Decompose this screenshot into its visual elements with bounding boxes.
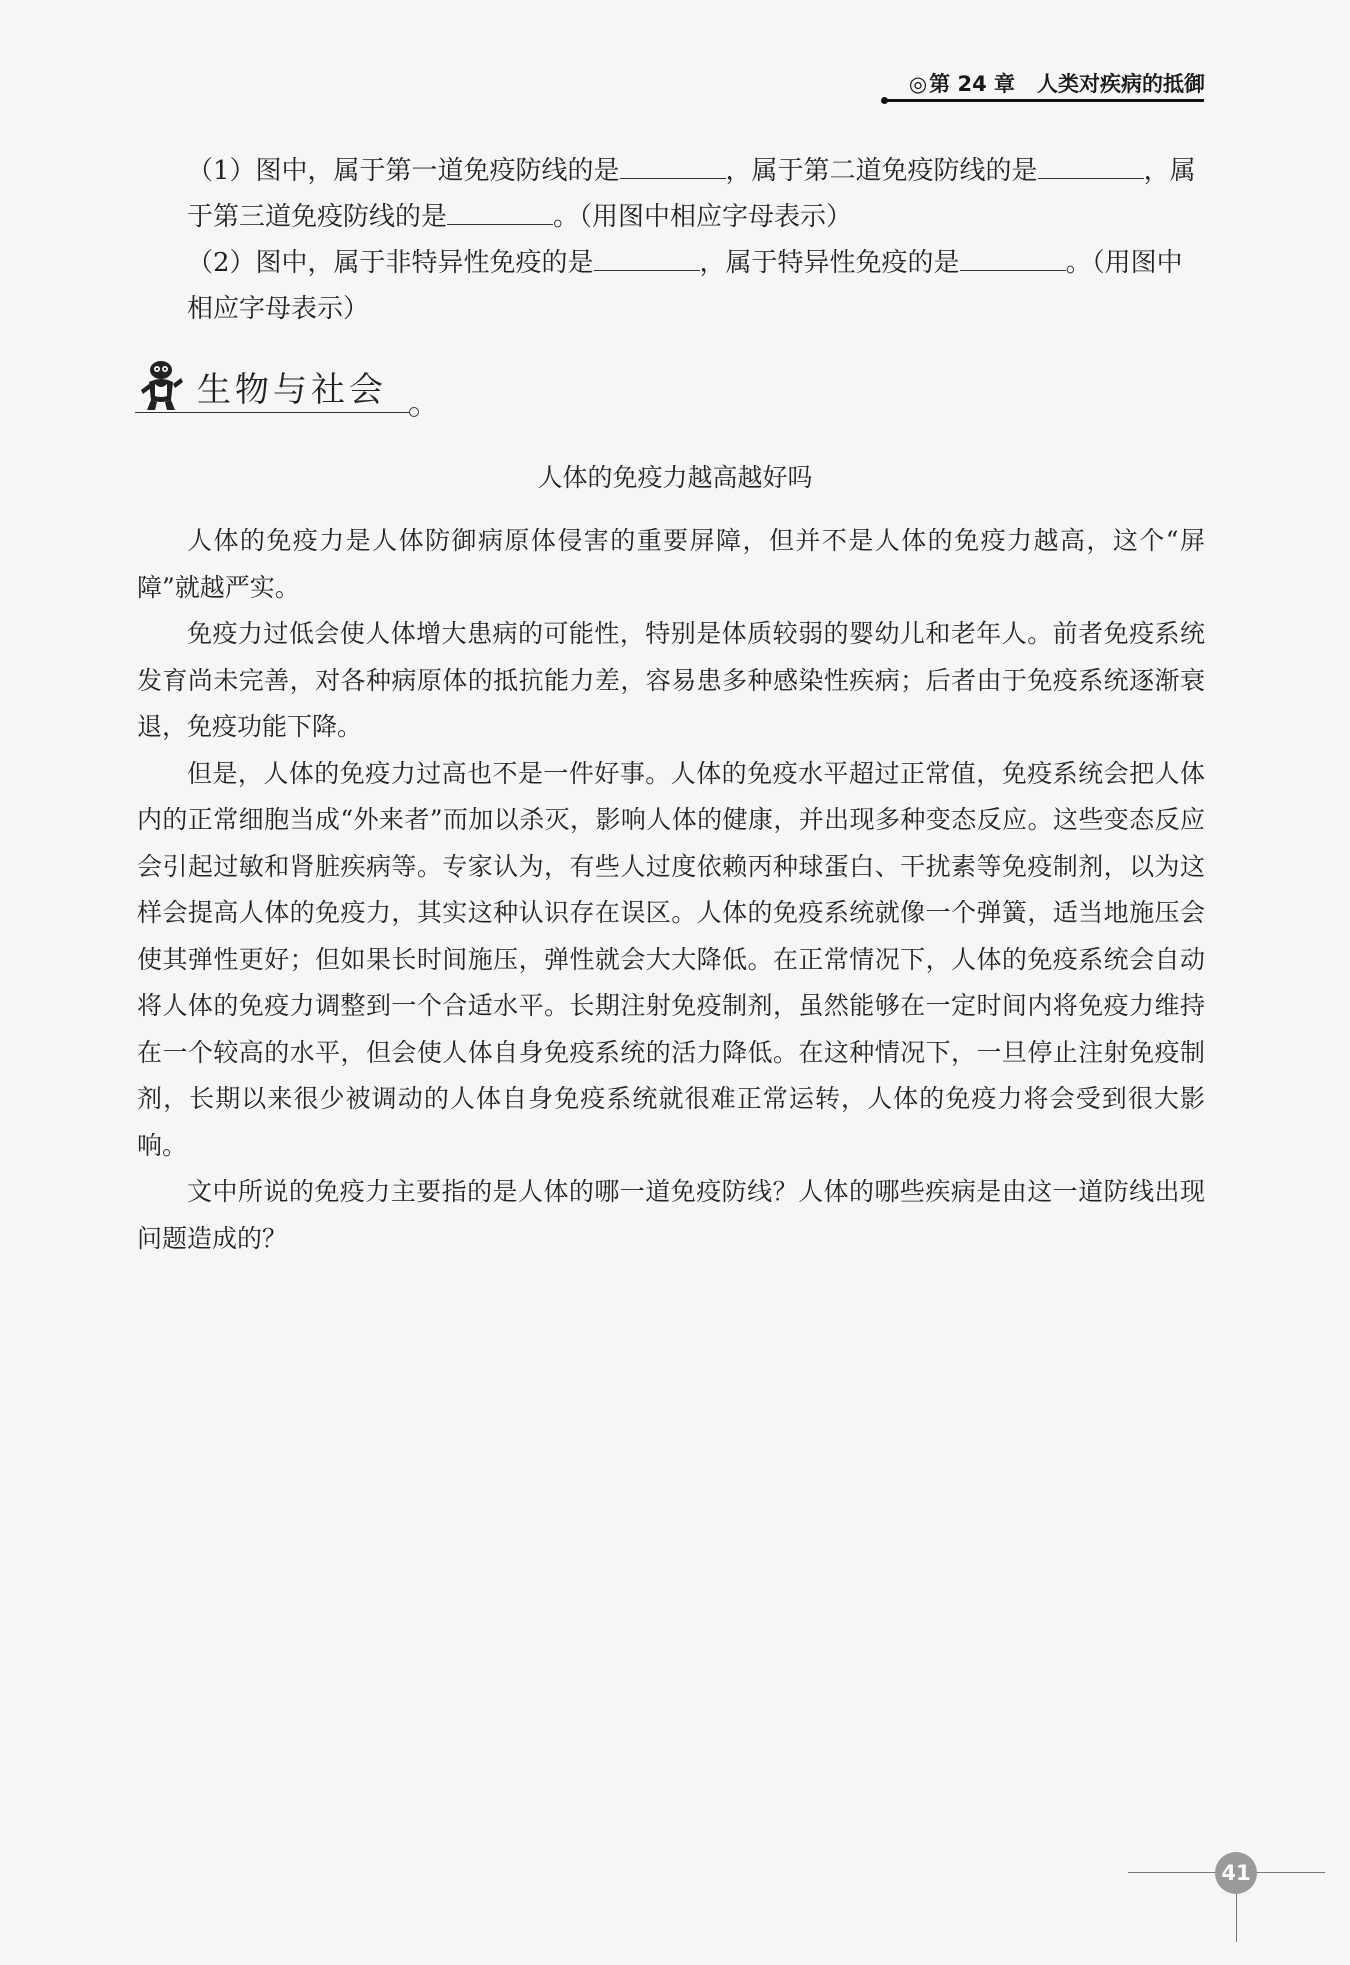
article-body [137, 518, 1205, 1262]
section-rule [135, 412, 410, 413]
article-paragraph: 人体的免疫力是人体防御病原体侵害的重要屏障，但并不是人体的免疫力越高，这个“屏障”就越严实。 [137, 526, 1205, 602]
answer-blank[interactable] [620, 148, 726, 179]
answer-blank[interactable] [1038, 148, 1144, 179]
article-title: 人体的免疫力越高越好吗 [537, 463, 813, 492]
section-heading [135, 356, 420, 416]
answer-blank[interactable] [447, 194, 553, 225]
mascot-icon [137, 356, 185, 412]
section-rule-end-icon [409, 407, 419, 417]
article-paragraph: 但是，人体的免疫力过高也不是一件好事。人体的免疫水平超过正常值，免疫系统会把人体内的正常细胞当成“外来者”而加以杀灭，影响人体的健康，并出现多种变态反应。这些变态反应会引起过敏和肾脏疾病等。专家认为，有些人过度依赖丙种球蛋白、干扰素等免疫制剂，以为这样会提高人体的免疫力，其实这种认识存在误区。人体的免疫系统就像一个弹簧，适当地施压会使其弹性更好；但如果长时间施压，弹性就会大大降低。在正常情况下，人体的免疫系统会自动将人体的免疫力调整到一个合适水平。长期注射免疫制剂，虽然能够在一定时间内将免疫力维持在一个较高的水平，但会使人体自身免疫系统的活力降低。在这种情况下，一旦停止注射免疫制剂，长期以来很少被调动的人体自身免疫系统就很难正常运转，人体的免疫力将会受到很大影响。 [137, 758, 1205, 1160]
chapter-number: 第 24 章 [929, 72, 1015, 96]
chapter-title: 人类对疾病的抵御 [1037, 72, 1205, 96]
page-number: 41 [1215, 1852, 1257, 1894]
question-1: （1）图中，属于第一道免疫防线的是 ，属于第二道免疫防线的是 ，属 于第三道免疫防线的是 。（用图中相应字母表示） [140, 148, 1205, 240]
chapter-header [909, 68, 1205, 98]
answer-blank[interactable] [594, 240, 700, 271]
answer-blank[interactable] [960, 240, 1066, 271]
article-paragraph: 免疫力过低会使人体增大患病的可能性，特别是体质较弱的婴幼儿和老年人。前者免疫系统发育尚未完善，对各种病原体的抵抗能力差，容易患多种感染性疾病；后者由于免疫系统逐渐衰退，免疫功能下降。 [137, 619, 1205, 741]
section-title: 生物与社会 [197, 370, 387, 410]
circle-mark-icon: ◎ [908, 72, 928, 96]
header-rule [886, 99, 1204, 102]
article-question: 文中所说的免疫力主要指的是人体的哪一道免疫防线？人体的哪些疾病是由这一道防线出现问题造成的？ [137, 1177, 1205, 1253]
question-2: （2）图中，属于非特异性免疫的是 ，属于特异性免疫的是 。（用图中 相应字母表示） [140, 240, 1205, 332]
